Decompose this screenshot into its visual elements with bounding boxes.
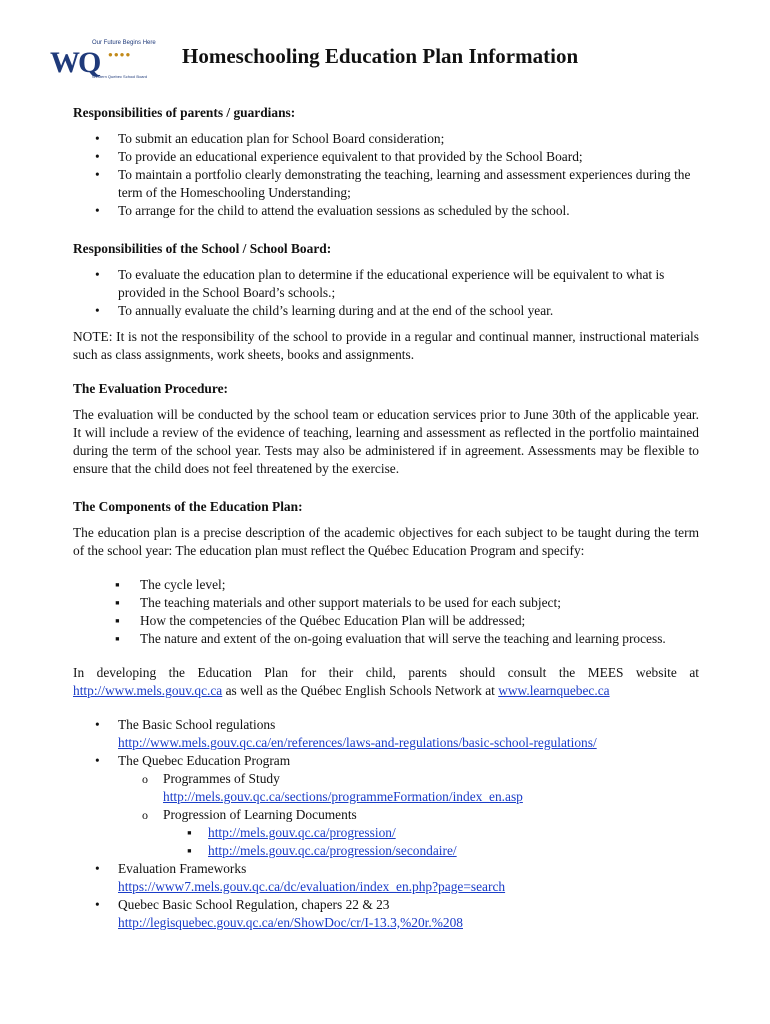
page-title: Homeschooling Education Plan Information <box>182 44 579 68</box>
list-item <box>163 824 699 842</box>
school-regulation-label: • Quebec Basic School Regulation, chapers 22 & 23 <box>118 897 390 912</box>
list-item: • To provide an educational experience equivalent to that provided by the School Board; <box>73 148 699 166</box>
list-item <box>73 716 699 752</box>
note-paragraph: NOTE: It is not the responsibility of the school to provide in a regular and continual manner, instructional materials such as class assignments, work sheets, books and assignments. <box>73 329 699 362</box>
list-item <box>118 806 699 860</box>
list-item <box>73 752 699 860</box>
list-item: ▪ The teaching materials and other support materials to be used for each subject; <box>73 594 699 612</box>
list-item: • To arrange for the child to attend the evaluation sessions as scheduled by the school. <box>73 202 699 220</box>
components-heading: The Components of the Education Plan: <box>73 499 303 514</box>
qep-sublist <box>118 770 699 860</box>
list-item <box>163 842 699 860</box>
programmes-link[interactable]: http://mels.gouv.qc.ca/sections/programmeFormation/index_en.asp <box>163 789 523 804</box>
progression-label: o Progression of Learning Documents <box>163 807 357 822</box>
evaluation-heading: The Evaluation Procedure: <box>73 381 228 396</box>
programmes-label: o Programmes of Study <box>163 771 280 786</box>
list-item <box>118 770 699 806</box>
basic-regulations-label: • The Basic School regulations <box>118 717 276 732</box>
logo-tagline-bottom: Western Quebec School Board <box>92 74 148 79</box>
list-item: ▪ The cycle level; <box>73 576 699 594</box>
learnquebec-link[interactable]: www.learnquebec.ca <box>498 683 610 698</box>
resources-list <box>73 716 699 932</box>
evaluation-frameworks-label: • Evaluation Frameworks <box>118 861 247 876</box>
qep-label: • The Quebec Education Program <box>118 753 291 768</box>
evaluation-frameworks-link[interactable]: https://www7.mels.gouv.qc.ca/dc/evaluation/index_en.php?page=search <box>118 879 506 894</box>
developing-text: In developing the Education Plan for their child, parents should consult the MEES website at <box>73 665 699 680</box>
mees-website-link[interactable]: http://www.mels.gouv.qc.ca <box>73 683 223 698</box>
school-regulation-link[interactable]: http://legisquebec.gouv.qc.ca/en/ShowDoc/cr/I-13.3,%20r.%208 <box>118 915 463 930</box>
school-heading: Responsibilities of the School / School Board: <box>73 241 332 256</box>
document-body <box>73 104 699 932</box>
list-item: • To submit an education plan for School Board consideration; <box>73 130 699 148</box>
school-board-logo <box>50 40 160 86</box>
progression-sublist <box>163 824 699 860</box>
list-item: ▪ The nature and extent of the on-going evaluation that will serve the teaching and learning process. <box>73 630 699 648</box>
progression-link[interactable]: http://mels.gouv.qc.ca/progression/ <box>208 825 396 840</box>
components-list <box>73 576 699 648</box>
logo-figures-icon: ●●●● <box>108 50 132 59</box>
logo-letters: WQ <box>50 46 100 79</box>
parents-heading: Responsibilities of parents / guardians: <box>73 105 296 120</box>
progression-secondaire-link[interactable]: http://mels.gouv.qc.ca/progression/secondaire/ <box>208 843 457 858</box>
developing-text-mid: as well as the Québec English Schools Network at <box>222 683 499 698</box>
list-item <box>73 896 699 932</box>
basic-regulations-link[interactable]: http://www.mels.gouv.qc.ca/en/references/laws-and-regulations/basic-school-regulations/ <box>118 735 597 750</box>
school-list <box>73 266 699 320</box>
list-item: • To maintain a portfolio clearly demonstrating the teaching, learning and assessment experiences during the term of the Homeschooling Understanding; <box>73 166 699 202</box>
components-paragraph: The education plan is a precise description of the academic objectives for each subject to be taught during the term of the school year: The education plan must reflect the Québec Education Program and specify: <box>73 525 699 558</box>
evaluation-paragraph: The evaluation will be conducted by the school team or education services prior to June 30th of the applicable year. It will include a review of the evidence of teaching, learning and assessment as reflected in the portfolio maintained during the term of the school year. Tests may also be administered if in agreement. Assessments may be flexible to ensure that the child does not feel threatened by the exercise. <box>73 407 699 476</box>
list-item <box>73 860 699 896</box>
list-item: ▪ How the competencies of the Québec Education Plan will be addressed; <box>73 612 699 630</box>
developing-paragraph <box>73 664 699 700</box>
list-item: • To annually evaluate the child’s learning during and at the end of the school year. <box>73 302 699 320</box>
parents-list <box>73 130 699 220</box>
list-item: • To evaluate the education plan to determine if the educational experience will be equivalent to what is provided in the School Board’s schools.; <box>73 266 699 302</box>
logo-tagline-top: Our Future Begins Here <box>92 40 156 46</box>
